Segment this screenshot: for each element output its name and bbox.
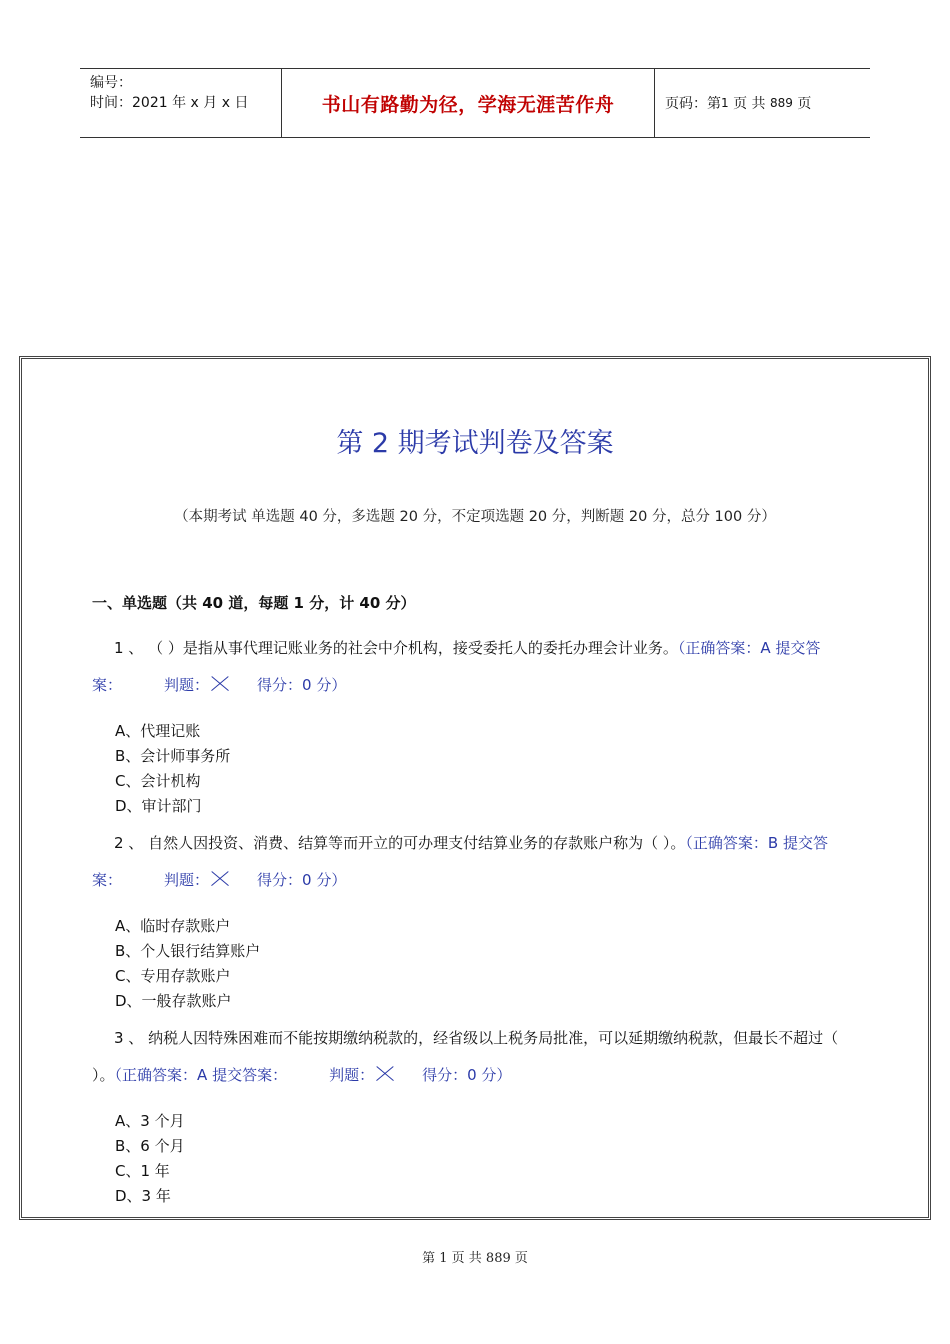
score-label: 得分：0 分） xyxy=(422,1066,512,1084)
question-number: 1 、 xyxy=(114,639,144,657)
option-b: B、6 个月 xyxy=(115,1137,185,1155)
page-footer: 第 1 页 共 889 页 xyxy=(422,1251,528,1266)
page-mid: 页 共 xyxy=(733,96,766,112)
page-current: 1 xyxy=(721,96,729,110)
options-2 xyxy=(115,914,260,1014)
option-d: D、3 年 xyxy=(115,1187,171,1205)
judge-label: 判题： xyxy=(164,676,210,694)
header-time-label: 时间：2021 年 x 月 x 日 xyxy=(90,95,249,111)
exam-title: 第 2 期考试判卷及答案 xyxy=(336,428,614,459)
option-c: C、1 年 xyxy=(115,1162,170,1180)
option-d: D、审计部门 xyxy=(115,797,202,815)
page-total: 889 xyxy=(770,96,793,110)
question-3 xyxy=(92,1020,844,1094)
question-text: 自然人因投资、消费、结算等而开立的可办理支付结算业务的存款账户称为（ ）。 xyxy=(148,834,686,852)
options-3 xyxy=(115,1109,185,1209)
exam-subtitle: （本期考试 单选题 40 分，多选题 20 分，不定项选题 20 分，判断题 20 分，总分 100 分） xyxy=(174,509,776,525)
judge-label: 判题： xyxy=(329,1066,375,1084)
wrong-mark-icon xyxy=(211,870,229,888)
question-text: （ ）是指从事代理记账业务的社会中介机构，接受委托人的委托办理会计业务。 xyxy=(148,639,678,657)
wrong-mark-icon xyxy=(376,1065,394,1083)
option-c: C、会计机构 xyxy=(115,772,201,790)
correct-answer: （正确答案：A xyxy=(677,639,771,657)
correct-answer: （正确答案：A xyxy=(114,1066,208,1084)
option-a: A、3 个月 xyxy=(115,1112,185,1130)
score-label: 得分：0 分） xyxy=(257,871,347,889)
page-suffix: 页 xyxy=(797,96,812,112)
question-text: 纳税人因特殊困难而不能按期缴纳税款的，经省级以上税务局批准，可以延期缴纳税款，但最长不超过（ ）。 xyxy=(92,1029,839,1084)
submitted-answer: 提交答案： xyxy=(212,1066,288,1084)
section-title: 一、单选题（共 40 道，每题 1 分，计 40 分） xyxy=(92,594,416,612)
header-number-label: 编号： xyxy=(90,75,132,91)
header-page-info xyxy=(655,69,870,137)
header-motto: 书山有路勤为径，学海无涯苦作舟 xyxy=(281,69,655,137)
exam-frame xyxy=(19,356,931,1220)
wrong-mark-icon xyxy=(211,675,229,693)
submitted-answer: 提交答案： xyxy=(92,834,828,889)
correct-answer: （正确答案：B xyxy=(685,834,779,852)
option-d: D、一般存款账户 xyxy=(115,992,232,1010)
submitted-answer: 提交答案： xyxy=(92,639,821,694)
page-prefix: 页码：第 xyxy=(665,96,721,112)
question-number: 2 、 xyxy=(114,834,144,852)
option-b: B、会计师事务所 xyxy=(115,747,231,765)
question-number: 3 、 xyxy=(114,1029,144,1047)
options-1 xyxy=(115,719,230,819)
question-2 xyxy=(92,825,844,899)
score-label: 得分：0 分） xyxy=(257,676,347,694)
option-a: A、代理记账 xyxy=(115,722,201,740)
header-meta xyxy=(80,69,281,137)
document-header xyxy=(80,68,870,138)
option-a: A、临时存款账户 xyxy=(115,917,231,935)
judge-label: 判题： xyxy=(164,871,210,889)
option-c: C、专用存款账户 xyxy=(115,967,231,985)
question-1 xyxy=(92,630,844,704)
option-b: B、个人银行结算账户 xyxy=(115,942,261,960)
